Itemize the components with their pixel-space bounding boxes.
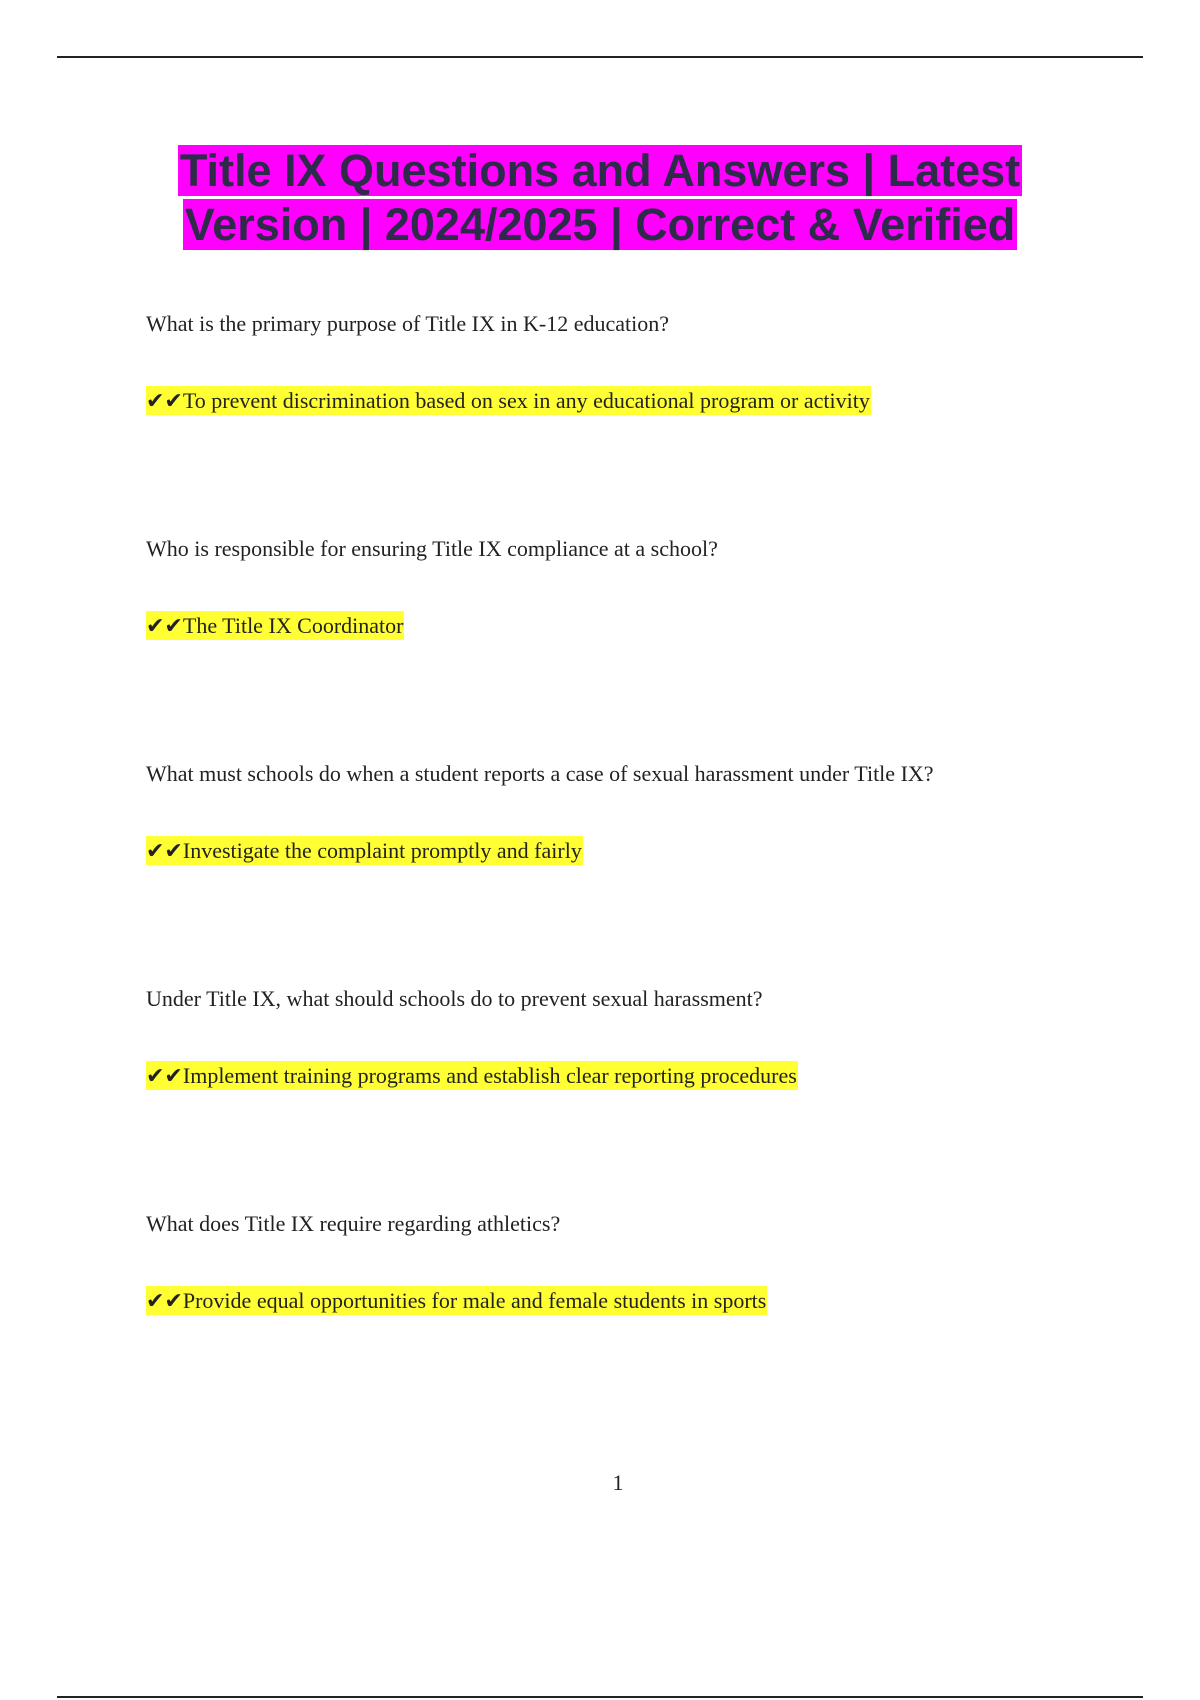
double-check-icon: ✔✔: [146, 389, 183, 414]
qa-item: [146, 1210, 1086, 1314]
question-text: What is the primary purpose of Title IX in K-12 education?: [146, 311, 670, 336]
answer: [146, 1286, 767, 1317]
answer-highlight: [146, 386, 871, 415]
question-text: What does Title IX require regarding athletics?: [146, 1211, 561, 1236]
answer-text: Implement training programs and establish clear reporting procedures: [182, 1063, 797, 1088]
answer-highlight: [146, 1061, 798, 1090]
footer-rule: [57, 1696, 1143, 1698]
answer-text: Provide equal opportunities for male and female students in sports: [182, 1288, 767, 1313]
double-check-icon: ✔✔: [146, 839, 183, 864]
question-text: What must schools do when a student reports a case of sexual harassment under Title IX?: [146, 761, 934, 786]
answer-text: The Title IX Coordinator: [182, 613, 404, 638]
answer-text: To prevent discrimination based on sex in any educational program or activity: [182, 388, 870, 413]
answer-highlight: [146, 836, 583, 865]
answer-text: Investigate the complaint promptly and fairly: [182, 838, 582, 863]
double-check-icon: ✔✔: [146, 1064, 183, 1089]
question-text: Who is responsible for ensuring Title IX compliance at a school?: [146, 536, 718, 561]
qa-item: [146, 535, 1086, 639]
title-line-1: Title IX Questions and Answers | Latest: [179, 145, 1021, 196]
answer: [146, 611, 404, 642]
page-number: 1: [612, 1470, 624, 1495]
qa-item: [146, 985, 1086, 1089]
double-check-icon: ✔✔: [146, 614, 183, 639]
question-text: Under Title IX, what should schools do to prevent sexual harassment?: [146, 986, 763, 1011]
qa-item: [146, 310, 1086, 414]
answer: [146, 836, 583, 867]
title-line-2: Version | 2024/2025 | Correct & Verified: [184, 199, 1016, 250]
answer-highlight: [146, 611, 404, 640]
answer: [146, 1061, 798, 1092]
double-check-icon: ✔✔: [146, 1289, 183, 1314]
answer-highlight: [146, 1286, 767, 1315]
document-title: [80, 144, 1120, 252]
answer: [146, 386, 871, 417]
qa-item: [146, 760, 1086, 864]
header-rule: [57, 56, 1143, 58]
